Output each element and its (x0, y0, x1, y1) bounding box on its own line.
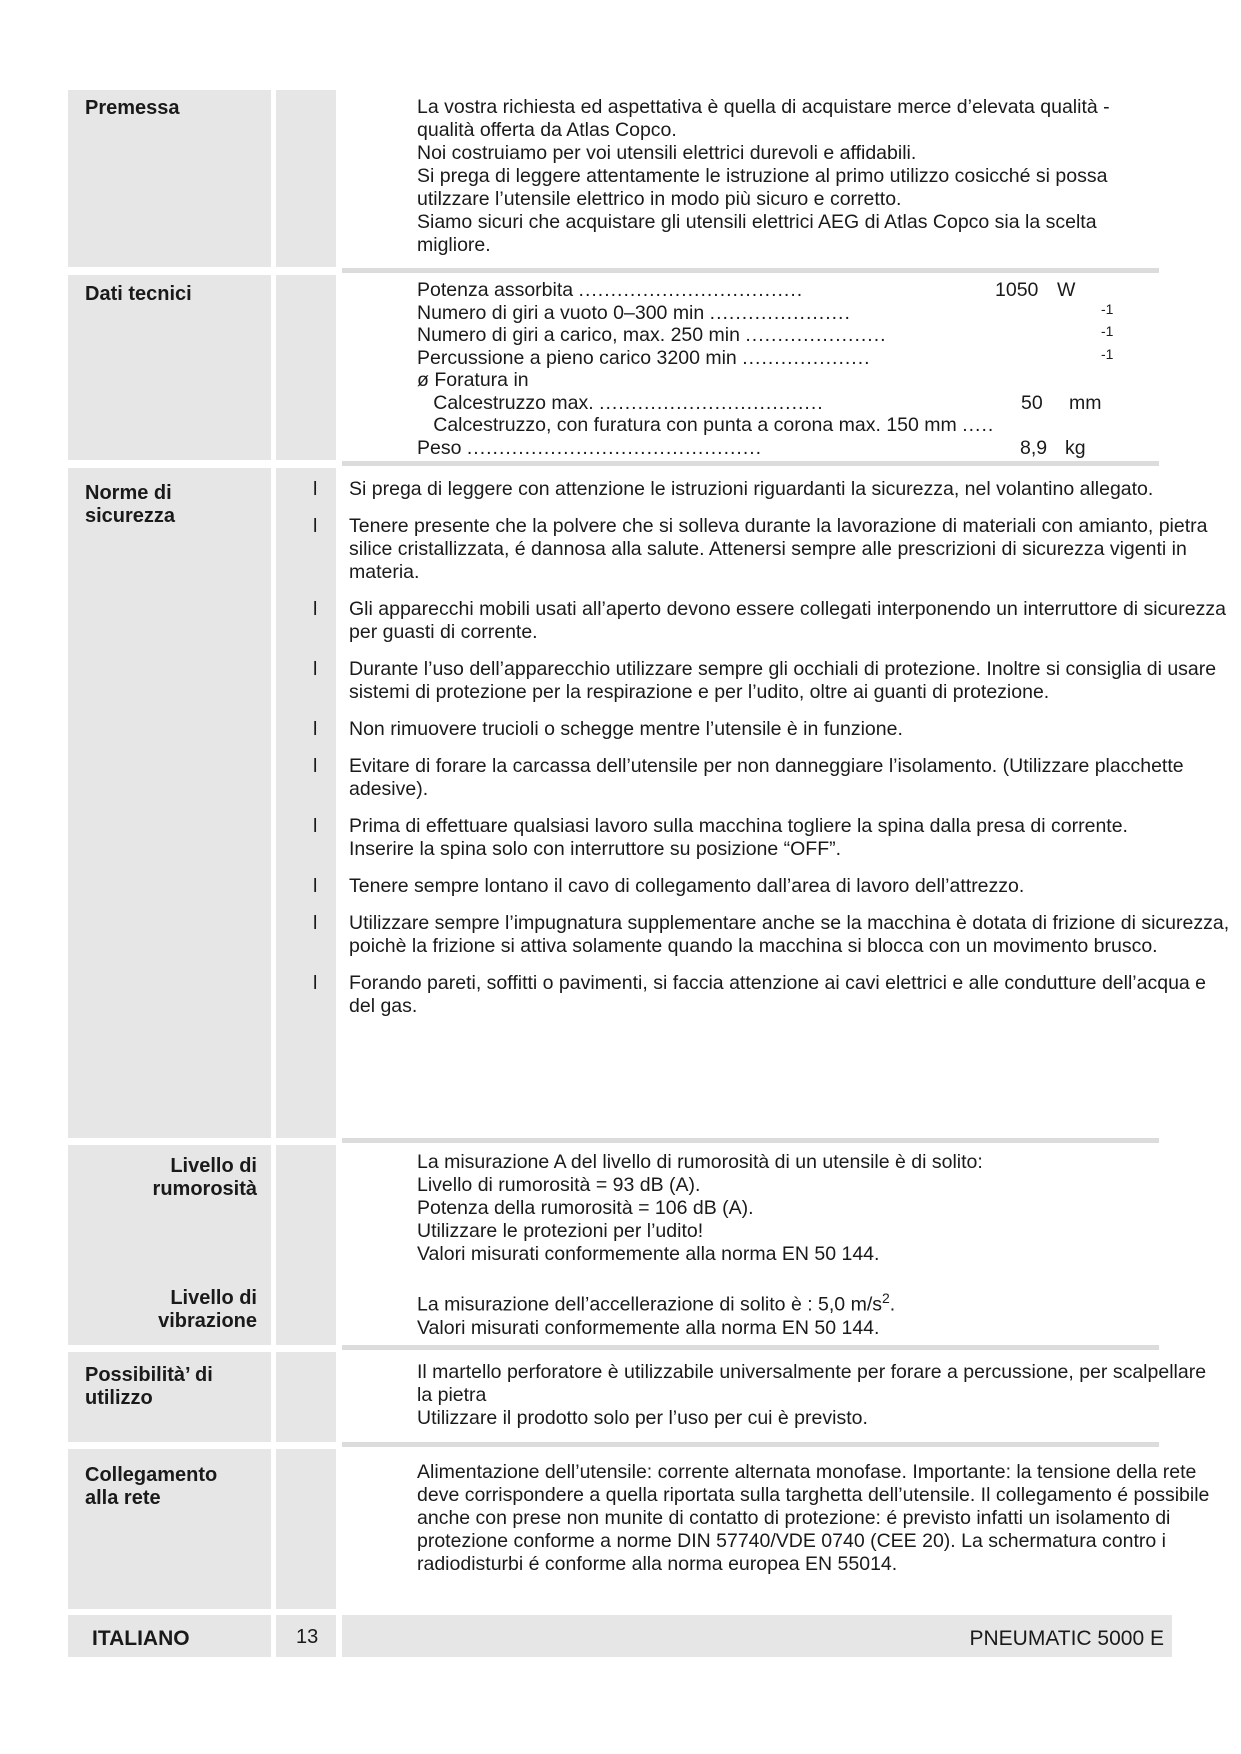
safety-item: l Tenere sempre lontano il cavo di collegamento dall’area di lavoro dell’attrezzo. (313, 875, 1025, 897)
premessa-line: Si prega di leggere attentamente le istruzione al primo utilizzo cosicché si possa utilzzare l’utensile elettrico in modo più sicuro e corretto. (417, 165, 1108, 210)
spec-row: Numero di giri a vuoto 0–300 min ...................... -1 (417, 300, 1114, 324)
spec-row: Calcestruzzo max. ................................... 50 mm (417, 391, 1102, 414)
safety-item: l Durante l’uso dell’apparecchio utilizzare sempre gli occhiali di protezione. Inoltre si consiglia di usare sistemi di protezione per la respirazione e per l’udito, oltre ai guanti di protezione. (313, 658, 1217, 703)
section-utilizzo (68, 1352, 1207, 1442)
footer-language: ITALIANO (92, 1627, 190, 1650)
noise-line: Livello di rumorosità = 93 dB (A). (417, 1174, 701, 1196)
section-collegamento-rete (68, 1449, 1210, 1609)
page-number: 13 (296, 1626, 319, 1648)
premessa-line: Siamo sicuri che acquistare gli utensili elettrici AEG di Atlas Copco sia la scelta migliore. (417, 211, 1097, 256)
section-title: vibrazione (158, 1310, 257, 1332)
section-title: Possibilità’ di (85, 1364, 213, 1386)
section-title: Dati tecnici (85, 283, 192, 305)
spec-row: Potenza assorbita ................................... 1050 W (417, 279, 1076, 301)
section-title: Premessa (85, 97, 180, 119)
spec-row: Calcestruzzo, con furatura con punta a corona max. 150 mm ..... (417, 414, 995, 436)
safety-item: l Evitare di forare la carcassa dell’utensile per non danneggiare l’isolamento. (Utilizzare placchette adesive). (313, 755, 1184, 800)
section-norme-sicurezza (68, 468, 1230, 1138)
noise-line: La misurazione A del livello di rumorosità di un utensile è di solito: (417, 1151, 983, 1173)
safety-item: l Tenere presente che la polvere che si solleva durante la lavorazione di materiali con amianto, pietra silice cristallizzata, é dannosa alla salute. Attenersi sempre alle prescrizioni di sicurezza vigenti in materia. (313, 515, 1208, 583)
section-title: Collegamento (85, 1464, 218, 1486)
noise-line: Valori misurati conformemente alla norma EN 50 144. (417, 1243, 880, 1265)
spec-row: Percussione a pieno carico 3200 min .................... -1 (417, 345, 1114, 369)
spec-list (417, 279, 1172, 459)
section-title: Norme di (85, 482, 172, 504)
noise-line: Utilizzare le protezioni per l’udito! (417, 1220, 704, 1242)
power-text: Alimentazione dell’utensile: corrente alternata monofase. Importante: la tensione della rete deve corrispondere a quella riportata sulla targhetta dell’utensile. Il collegamento é possibile anche con prese non munite di contatto di protezione: é previsto infatti un isolamento di protezione conforme a norme DIN 57740/VDE 0740 (CEE 20). La schermatura contro i radiodisturbi é conforme alla norma europea EN 55014. (417, 1461, 1210, 1575)
noise-line: Potenza della rumorosità = 106 dB (A). (417, 1197, 754, 1219)
safety-item: l Non rimuovere trucioli o schegge mentre l’utensile è in funzione. (313, 718, 903, 740)
safety-list (313, 478, 1233, 1032)
section-title: sicurezza (85, 505, 176, 527)
safety-item: l Gli apparecchi mobili usati all’aperto devono essere collegati interponendo un interruttore di sicurezza per guasti di corrente. (313, 598, 1226, 643)
section-title: Livello di (170, 1287, 257, 1309)
usage-line: Il martello perforatore è utilizzabile universalmente per forare a percussione, per scalpellare la pietra (417, 1361, 1207, 1406)
premessa-line: Noi costruiamo per voi utensili elettrici durevoli e affidabili. (417, 142, 917, 164)
section-title: Livello di (170, 1155, 257, 1177)
section-premessa (68, 90, 1172, 267)
safety-item: l Utilizzare sempre l’impugnatura supplementare anche se la macchina è dotata di frizione di sicurezza, poichè la frizione si attiva solamente quando la macchina si blocca con un movimento brusco. (313, 912, 1230, 957)
footer-model: PNEUMATIC 5000 E (969, 1627, 1164, 1650)
safety-item: l Forando pareti, soffitti o pavimenti, si faccia attenzione ai cavi elettrici e alle condutture dell’acqua e del gas. (313, 972, 1207, 1017)
usage-line: Utilizzare il prodotto solo per l’uso per cui è previsto. (417, 1407, 868, 1429)
section-rumorosita-vibrazione (68, 1145, 1172, 1345)
page-footer (68, 1615, 1172, 1657)
safety-item: l Si prega di leggere con attenzione le istruzioni riguardanti la sicurezza, nel volantino allegato. (313, 478, 1154, 500)
section-title: alla rete (85, 1487, 161, 1509)
spec-row: Numero di giri a carico, max. 250 min ...................... -1 (417, 323, 1114, 346)
vibration-line: Valori misurati conformemente alla norma EN 50 144. (417, 1316, 880, 1339)
vibration-line: La misurazione dell’accellerazione di solito è : 5,0 $m/s^2$. (417, 1290, 896, 1316)
section-dati-tecnici (68, 275, 1172, 460)
spec-row: ø Foratura in (417, 369, 529, 391)
spec-row: Peso .............................................. 8,9 kg (417, 436, 1086, 459)
section-title: rumorosità (152, 1178, 257, 1200)
premessa-line: La vostra richiesta ed aspettativa è quella di acquistare merce d’elevata qualità - qualità offerta da Atlas Copco. (417, 96, 1110, 141)
safety-item: l Prima di effettuare qualsiasi lavoro sulla macchina togliere la spina dalla presa di corrente. Inserire la spina solo con interruttore su posizione “OFF”. (313, 815, 1128, 860)
section-title: utilizzo (85, 1387, 153, 1409)
